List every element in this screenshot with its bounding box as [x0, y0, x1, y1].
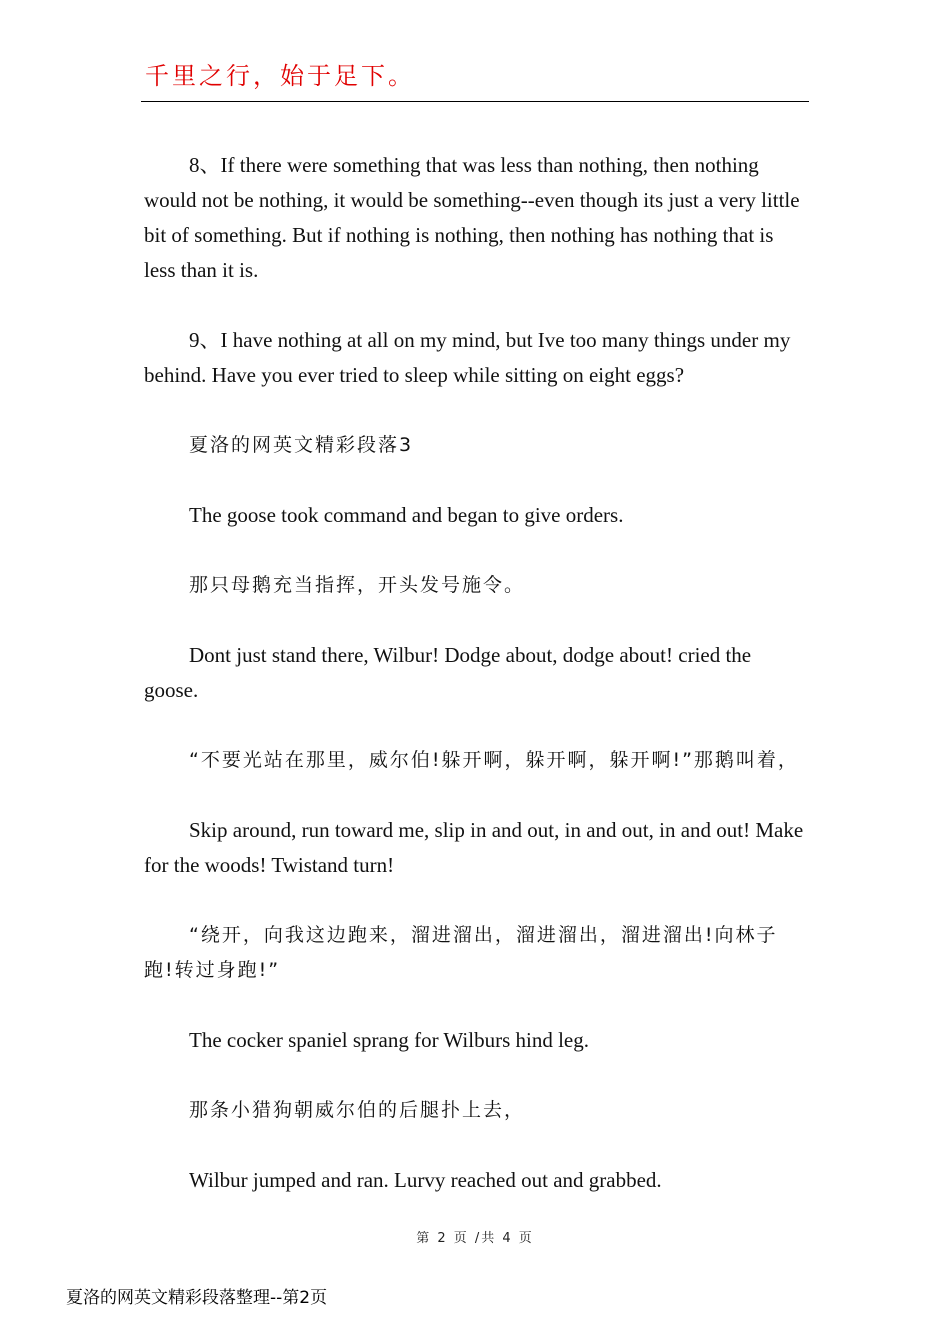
- paragraph-english: The goose took command and began to give orders.: [189, 503, 624, 527]
- footer-document-title: 夏洛的网英文精彩段落整理--第2页: [66, 1288, 328, 1308]
- header-motto: 千里之行，始于足下。: [145, 64, 415, 90]
- paragraph-english: The cocker spaniel sprang for Wilburs hind leg.: [189, 1028, 589, 1052]
- paragraph-chinese: “绕开，向我这边跑来，溜进溜出，溜进溜出，溜进溜出!向林子跑!转过身跑!”: [144, 924, 778, 981]
- paragraph-9: 9、I have nothing at all on my mind, but Ive too many things under my behind. Have you ever tried to sleep while sitting on eight eggs?: [144, 328, 791, 387]
- paragraph-english: Skip around, run toward me, slip in and out, in and out, in and out! Make for the woods! Twistand turn!: [144, 818, 804, 877]
- page-number: 第 2 页 /共 4 页: [416, 1231, 534, 1246]
- paragraph-8: 8、If there were something that was less than nothing, then nothing would not be nothing, it would be something--even though its just a very little bit of something. But if nothing is nothing, then nothing has nothing that is less than it is.: [144, 153, 800, 282]
- document-body: [144, 148, 808, 1233]
- paragraph-english: Dont just stand there, Wilbur! Dodge about, dodge about! cried the goose.: [144, 643, 752, 702]
- header-divider: [141, 101, 809, 102]
- paragraph-chinese: 那条小猎狗朝威尔伯的后腿扑上去，: [189, 1099, 526, 1121]
- section-heading: 夏洛的网英文精彩段落3: [189, 434, 414, 456]
- paragraph-chinese: 那只母鹅充当指挥，开头发号施令。: [189, 574, 526, 596]
- paragraph-english: Wilbur jumped and ran. Lurvy reached out and grabbed.: [189, 1168, 662, 1192]
- paragraph-chinese: “不要光站在那里，威尔伯!躲开啊，躲开啊，躲开啊!”那鹅叫着，: [189, 749, 799, 771]
